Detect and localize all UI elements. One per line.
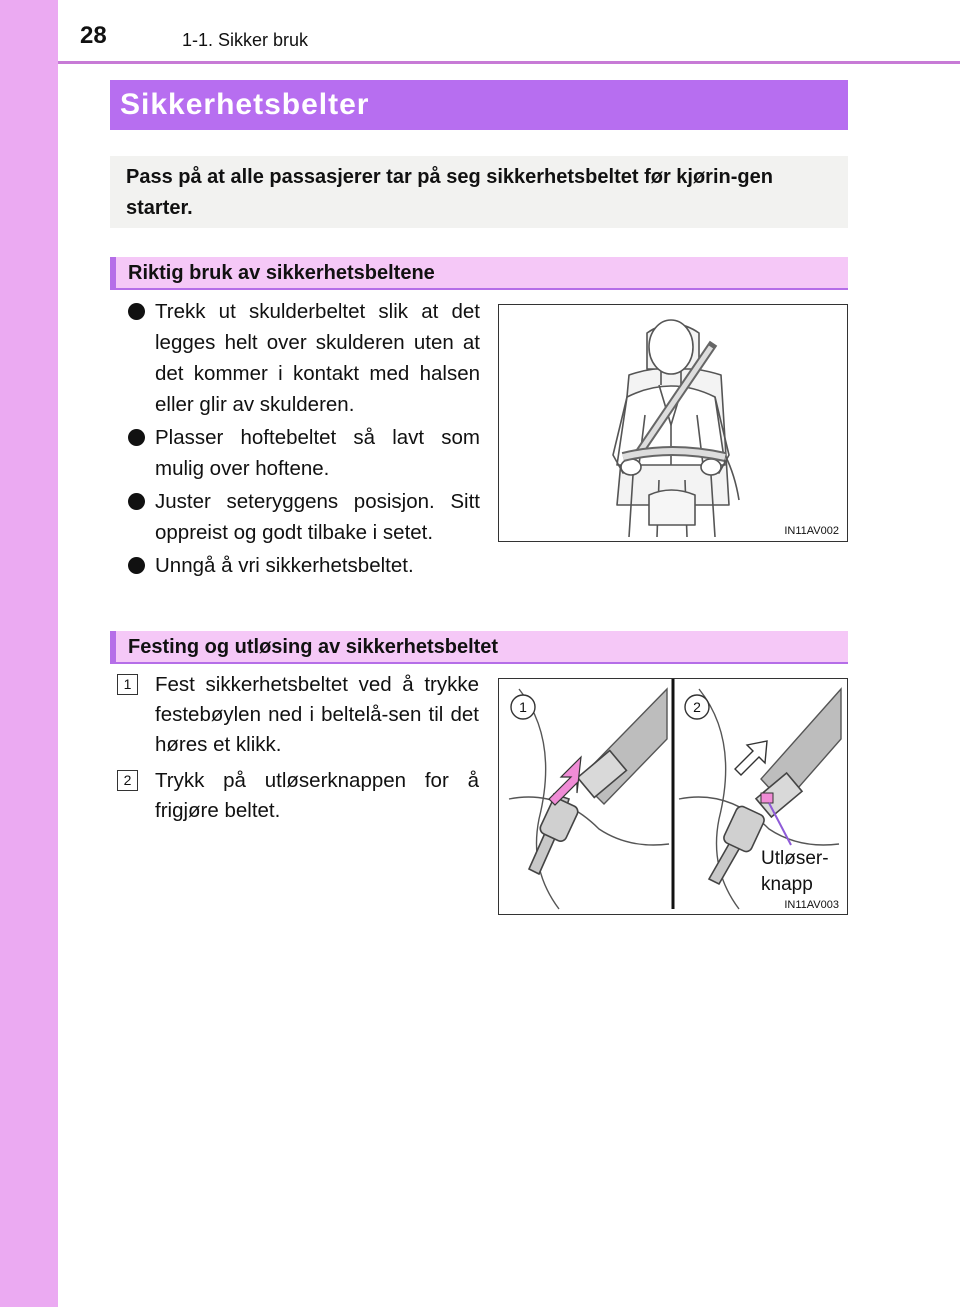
bullet-icon — [128, 303, 145, 320]
callout-line1: Utløser- — [761, 848, 829, 869]
running-header: 1-1. Sikker bruk — [182, 30, 309, 50]
header-rule — [58, 61, 960, 64]
usage-bullet-list — [128, 296, 480, 583]
section-heading-usage-text: Riktig bruk av sikkerhetsbeltene — [128, 262, 435, 284]
intro-box — [110, 156, 848, 228]
list-item: Trekk ut skulderbeltet slik at det legges helt over skulderen uten at det kommer i kontakt med halsen eller glir av skulderen. — [128, 296, 480, 420]
panel2-label: 2 — [693, 699, 701, 715]
step-number-badge: 1 — [117, 674, 138, 695]
step-number-badge: 2 — [117, 770, 138, 791]
list-item: Juster seteryggens posisjon. Sitt oppreist og godt tilbake i setet. — [128, 486, 480, 548]
person-seatbelt-icon — [499, 305, 847, 541]
section-heading-usage — [110, 257, 848, 290]
side-color-strip — [0, 0, 58, 1307]
intro-text: Pass på at alle passasjerer tar på seg sikkerhetsbeltet før kjørin-gen starter. — [126, 166, 773, 219]
figure-code: IN11AV003 — [784, 899, 839, 911]
bullet-icon — [128, 429, 145, 446]
seated-person-illustration — [498, 304, 848, 542]
page-title: Sikkerhetsbelter — [120, 88, 370, 121]
list-item: 2 Trykk på utløserknappen for å frigjøre beltet. — [117, 766, 479, 826]
section-heading-fasten — [110, 631, 848, 664]
panel1-label: 1 — [519, 699, 527, 715]
buckle-icon — [499, 679, 847, 914]
bullet-icon — [128, 557, 145, 574]
fasten-step-list — [117, 670, 479, 832]
section-heading-fasten-text: Festing og utløsing av sikkerhetsbeltet — [128, 636, 499, 658]
figure-code: IN11AV002 — [784, 525, 839, 537]
buckle-illustration — [498, 678, 848, 915]
page-number: 28 — [80, 22, 107, 49]
list-item: Unngå å vri sikkerhetsbeltet. — [128, 550, 480, 581]
list-item: Plasser hoftebeltet så lavt som mulig over hoftene. — [128, 422, 480, 484]
page-title-bar — [110, 80, 848, 130]
list-item: 1 Fest sikkerhetsbeltet ved å trykke festebøylen ned i beltelå-sen til det høres et klikk. — [117, 670, 479, 760]
callout-line2: knapp — [761, 874, 813, 895]
bullet-icon — [128, 493, 145, 510]
